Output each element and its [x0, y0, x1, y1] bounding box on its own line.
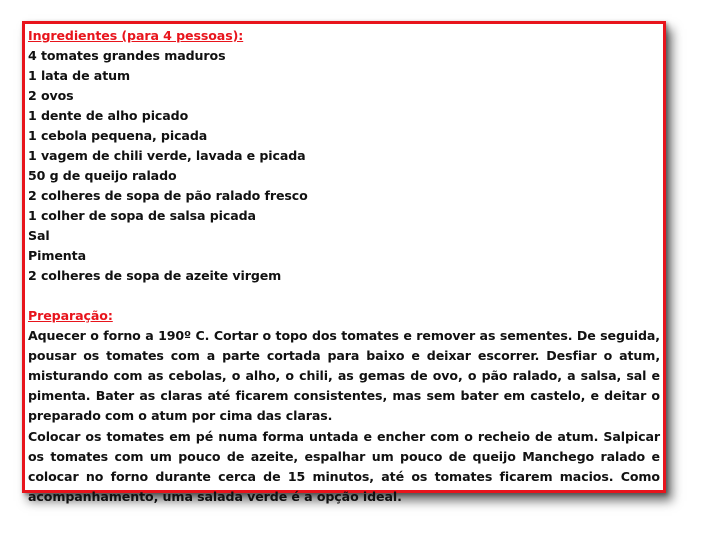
ingredient-item: 1 cebola pequena, picada: [28, 128, 208, 143]
ingredient-item: 4 tomates grandes maduros: [28, 48, 226, 63]
ingredient-item: 2 colheres de sopa de pão ralado fresco: [28, 188, 308, 203]
ingredient-item: 1 vagem de chili verde, lavada e picada: [28, 148, 306, 163]
section-spacer: [28, 286, 660, 306]
ingredient-item: 1 dente de alho picado: [28, 108, 189, 123]
ingredient-item: 2 ovos: [28, 88, 74, 103]
ingredient-item: 1 colher de sopa de salsa picada: [28, 208, 256, 223]
recipe-box: [22, 21, 666, 504]
ingredient-item: Pimenta: [28, 248, 86, 263]
ingredients-heading: Ingredientes (para 4 pessoas):: [28, 28, 244, 43]
ingredients-list: [28, 46, 660, 286]
ingredient-item: 50 g de queijo ralado: [28, 168, 177, 183]
ingredient-item: 1 lata de atum: [28, 68, 131, 83]
ingredient-item: 2 colheres de sopa de azeite virgem: [28, 268, 282, 283]
preparation-paragraph-2: Colocar os tomates em pé numa forma untada e encher com o recheio de atum. Salpicar os tomates com um pouco de azeite, espalhar um pouco de queijo Manchego ralado e colocar no forno durante cerca de 15 minutos, até os tomates ficarem macios. Como acompanhamento, uma salada verde é a opção ideal.: [28, 429, 660, 504]
recipe-content: [28, 26, 660, 507]
ingredient-item: Sal: [28, 228, 50, 243]
preparation-heading: Preparação:: [28, 308, 113, 323]
preparation-paragraph-1: Aquecer o forno a 190º C. Cortar o topo dos tomates e remover as sementes. De seguida, pousar os tomates com a parte cortada para baixo e deixar escorrer. Desfiar o atum, misturando com as cebolas, o alho, o chili, as gemas de ovo, o pão ralado, a salsa, sal e pimenta. Bater as claras até ficarem consistentes, mas sem bater em castelo, e deitar o preparado com o atum por cima das claras.: [28, 328, 660, 423]
